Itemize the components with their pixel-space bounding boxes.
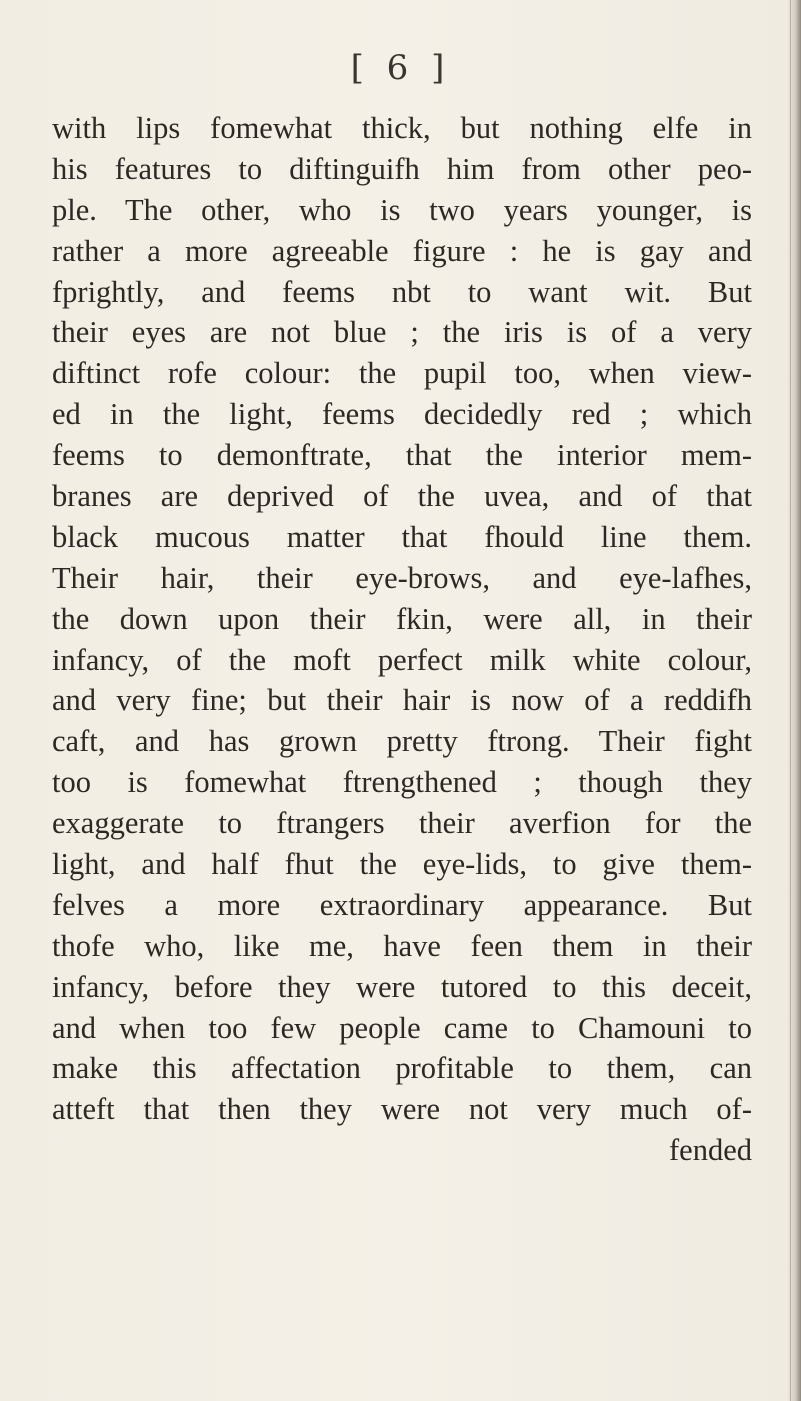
text-line: and when too few people came to Chamouni to	[52, 1010, 752, 1045]
text-line: make this affectation profitable to them, can	[52, 1051, 752, 1086]
text-line: his features to diftinguifh him from other peo-	[52, 151, 752, 186]
text-line: felves a more extraordinary appearance. But	[52, 887, 752, 922]
text-line: fprightly, and feems nbt to want wit. But	[52, 274, 752, 309]
text-line: thofe who, like me, have feen them in their	[52, 928, 752, 963]
text-line: and very fine; but their hair is now of a reddifh	[52, 683, 752, 718]
page-edge-shadow	[787, 0, 801, 1401]
text-line: caft, and has grown pretty ftrong. Their fight	[52, 724, 752, 759]
text-line: with lips fomewhat thick, but nothing elfe in	[52, 111, 752, 145]
text-line: ple. The other, who is two years younger, is	[52, 192, 752, 227]
text-line: the down upon their fkin, were all, in their	[52, 601, 752, 636]
text-line: atteft that then they were not very much of-	[52, 1092, 752, 1127]
body-text	[52, 108, 752, 1171]
text-line: exaggerate to ftrangers their averfion for the	[52, 806, 752, 841]
text-line: diftinct rofe colour: the pupil too, when view-	[52, 356, 752, 391]
text-line: their eyes are not blue ; the iris is of a very	[52, 315, 752, 350]
text-line: infancy, of the moft perfect milk white colour,	[52, 642, 752, 677]
text-line: black mucous matter that fhould line them.	[52, 519, 752, 554]
catchword: fended	[669, 1133, 752, 1168]
text-line: branes are deprived of the uvea, and of that	[52, 479, 752, 514]
text-line: infancy, before they were tutored to this deceit,	[52, 969, 752, 1004]
text-line: rather a more agreeable figure : he is gay and	[52, 233, 752, 268]
text-line: light, and half fhut the eye-lids, to give them-	[52, 847, 752, 882]
text-line: ed in the light, feems decidedly red ; which	[52, 397, 752, 432]
text-line: Their hair, their eye-brows, and eye-lafhes,	[52, 560, 752, 595]
page-number: [ 6 ]	[350, 48, 451, 88]
text-line: too is fomewhat ftrengthened ; though they	[52, 765, 752, 800]
text-line: feems to demonftrate, that the interior mem-	[52, 438, 752, 473]
